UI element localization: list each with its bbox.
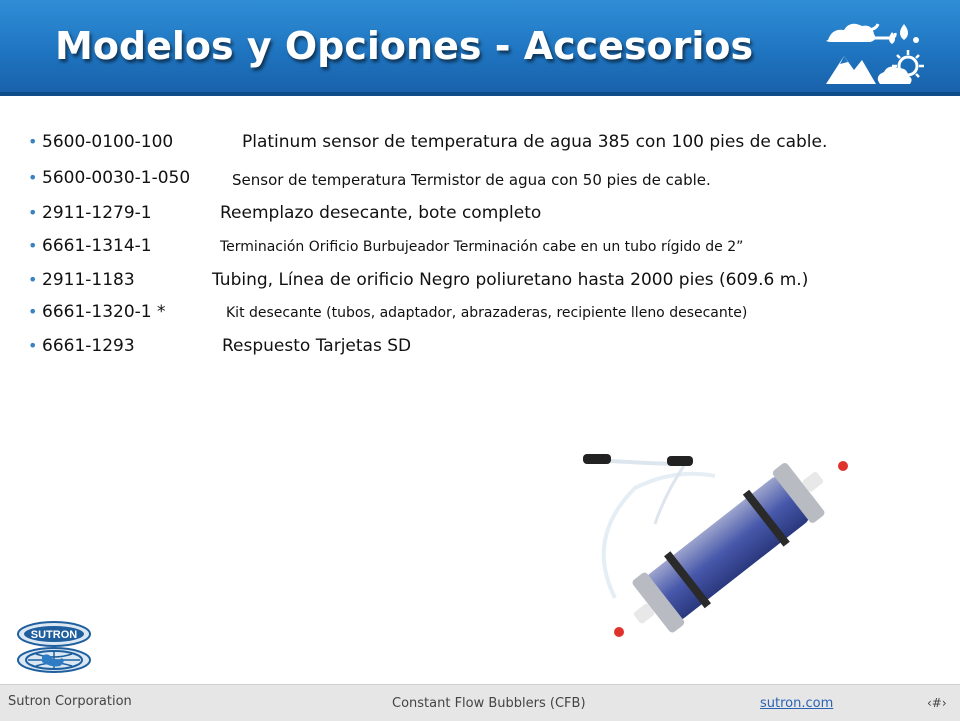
footer-company: Sutron Corporation — [8, 694, 132, 709]
part-code: 2911-1183 — [42, 270, 135, 290]
part-code: 5600-0030-1-050 — [42, 168, 191, 188]
weather-icon — [818, 10, 926, 88]
part-code: 5600-0100-100 — [42, 132, 174, 152]
slide-header — [0, 0, 960, 96]
part-code: 6661-1320-1 * — [42, 302, 166, 322]
part-description: Tubing, Línea de orificio Negro poliuretano hasta 2000 pies (609.6 m.) — [212, 270, 809, 290]
slide-title: Modelos y Opciones - Accesorios — [55, 24, 754, 68]
footer — [0, 684, 960, 721]
footer-title: Constant Flow Bubblers (CFB) — [392, 696, 586, 711]
header-underline — [0, 92, 960, 96]
part-description: Sensor de temperatura Termistor de agua con 50 pies de cable. — [232, 171, 711, 189]
part-description: Terminación Orificio Burbujeador Terminación cabe en un tubo rígido de 2” — [220, 239, 744, 255]
bullet-icon: • — [28, 236, 38, 255]
part-code: 2911-1279-1 — [42, 203, 152, 223]
bullet-icon: • — [28, 203, 38, 222]
part-code: 6661-1293 — [42, 336, 135, 356]
part-description: Reemplazo desecante, bote completo — [220, 203, 542, 223]
part-code: 6661-1314-1 — [42, 236, 152, 256]
slide-number: ‹#› — [927, 696, 947, 710]
logo-text: SUTRON — [30, 629, 78, 641]
footer-website-link[interactable]: sutron.com — [760, 696, 834, 711]
sutron-logo — [14, 618, 96, 674]
part-description: Kit desecante (tubos, adaptador, abrazaderas, recipiente lleno desecante) — [226, 305, 748, 321]
bullet-icon: • — [28, 132, 38, 151]
bullet-icon: • — [28, 336, 38, 355]
bullet-icon: • — [28, 302, 38, 321]
desiccant-canister-photo — [575, 448, 865, 648]
bullet-icon: • — [28, 270, 38, 289]
part-description: Platinum sensor de temperatura de agua 385 con 100 pies de cable. — [242, 132, 828, 152]
bullet-icon: • — [28, 168, 38, 187]
part-description: Respuesto Tarjetas SD — [222, 336, 412, 356]
